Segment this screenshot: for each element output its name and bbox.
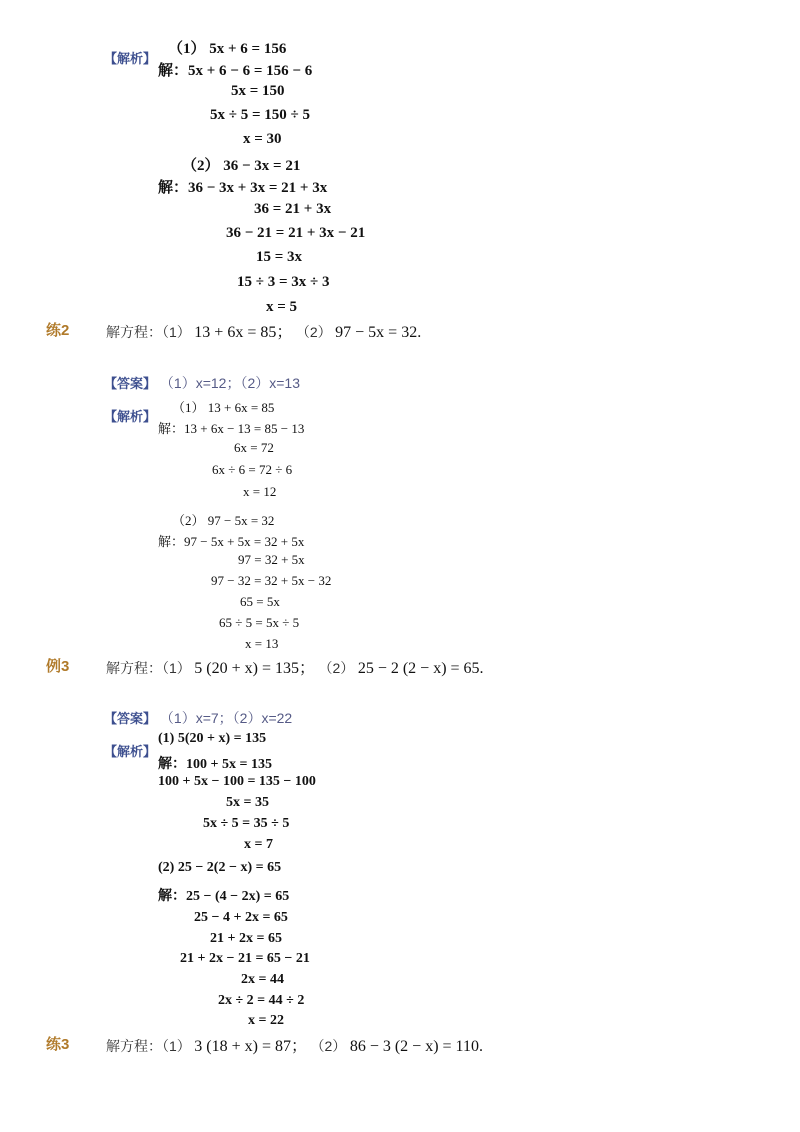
solution-line: (1) 5(20 + x) = 135 <box>158 731 267 746</box>
solution-line: （2） 36 − 3x = 21 <box>182 158 301 174</box>
solution-line: x = 12 <box>243 484 277 499</box>
solution-line: 97 = 32 + 5x <box>238 552 305 567</box>
solution-line: 2x = 44 <box>241 972 284 987</box>
solution-line: x = 7 <box>244 837 273 852</box>
exercise-label: 练3 <box>46 1036 70 1053</box>
answer-text: （1）x=7；（2）x=22 <box>159 710 293 726</box>
answer-row <box>104 373 300 393</box>
solution-line: x = 22 <box>248 1013 284 1028</box>
analysis-tag: 【解析】 <box>104 409 157 424</box>
solution-line: 36 − 21 = 21 + 3x − 21 <box>226 225 366 241</box>
equation-1: 3 (18 + x) = 87； <box>194 1038 308 1055</box>
question-part-2: （2） <box>318 660 355 676</box>
equation-1: 5 (20 + x) = 135； <box>194 660 316 677</box>
question-part-2: （2） <box>310 1038 347 1054</box>
exercise-question <box>106 319 421 342</box>
solution-line: 5x ÷ 5 = 150 ÷ 5 <box>210 107 311 123</box>
solution-line: 6x ÷ 6 = 72 ÷ 6 <box>212 462 293 477</box>
solution-line: 100 + 5x − 100 = 135 − 100 <box>158 774 316 789</box>
solution-line: x = 13 <box>245 636 279 651</box>
answer-tag: 【答案】 <box>104 711 157 726</box>
example-label: 例3 <box>46 658 70 675</box>
solution-line: 65 ÷ 5 = 5x ÷ 5 <box>219 615 300 630</box>
solution-line: 97 − 32 = 32 + 5x − 32 <box>211 573 332 588</box>
example-question <box>106 655 484 678</box>
answer-text: （1）x=12；（2）x=13 <box>159 375 300 391</box>
question-prompt: 解方程：（1） <box>106 324 191 340</box>
solution-line: （1） 5x + 6 = 156 <box>168 41 287 57</box>
question-part-2: （2） <box>295 324 332 340</box>
equation-2: 25 − 2 (2 − x) = 65. <box>357 660 484 677</box>
solution-line: （1） 13 + 6x = 85 <box>172 400 275 415</box>
analysis-tag: 【解析】 <box>104 744 157 759</box>
solution-line: 解：100 + 5x = 135 <box>158 757 272 772</box>
solution-line: 5x = 150 <box>231 83 285 99</box>
answer-tag: 【答案】 <box>104 376 157 391</box>
solution-line: 15 ÷ 3 = 3x ÷ 3 <box>237 274 330 290</box>
solution-line: 2x ÷ 2 = 44 ÷ 2 <box>218 993 305 1008</box>
solution-line: 65 = 5x <box>240 594 280 609</box>
solution-line: 21 + 2x − 21 = 65 − 21 <box>180 951 310 966</box>
solution-line: 解：13 + 6x − 13 = 85 − 13 <box>158 421 305 436</box>
solution-line: 15 = 3x <box>256 249 303 265</box>
question-prompt: 解方程：（1） <box>106 1038 191 1054</box>
equation-2: 97 − 5x = 32. <box>335 324 422 341</box>
solution-line: （2） 97 − 5x = 32 <box>172 513 275 528</box>
exercise-question <box>106 1033 483 1056</box>
equation-2: 86 − 3 (2 − x) = 110. <box>349 1038 483 1055</box>
solution-line: 6x = 72 <box>234 440 274 455</box>
solution-line: 5x ÷ 5 = 35 ÷ 5 <box>203 816 290 831</box>
solution-line: 解：97 − 5x + 5x = 32 + 5x <box>158 534 305 549</box>
solution-line: (2) 25 − 2(2 − x) = 65 <box>158 860 282 875</box>
answer-row <box>104 708 292 728</box>
equation-1: 13 + 6x = 85； <box>194 324 293 341</box>
solution-line: 解：25 − (4 − 2x) = 65 <box>158 889 290 904</box>
solution-line: 5x = 35 <box>226 795 269 810</box>
solution-line: 25 − 4 + 2x = 65 <box>194 910 288 925</box>
solution-line: 21 + 2x = 65 <box>210 931 282 946</box>
analysis-tag: 【解析】 <box>104 51 157 66</box>
question-prompt: 解方程：（1） <box>106 660 191 676</box>
solution-line: 36 = 21 + 3x <box>254 201 332 217</box>
solution-line: x = 30 <box>243 131 282 147</box>
exercise-label: 练2 <box>46 322 70 339</box>
solution-line: x = 5 <box>266 299 298 315</box>
solution-line: 解：5x + 6 − 6 = 156 − 6 <box>158 63 313 79</box>
solution-line: 解：36 − 3x + 3x = 21 + 3x <box>158 180 328 196</box>
